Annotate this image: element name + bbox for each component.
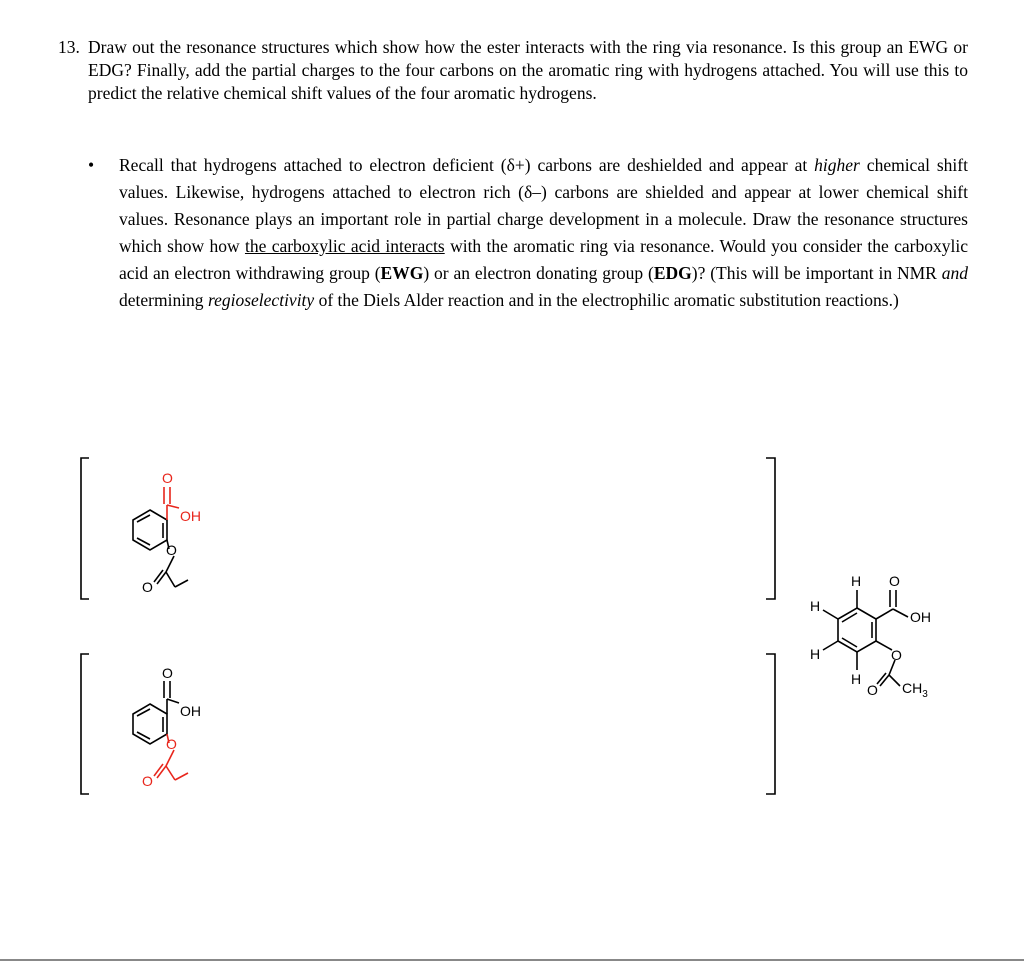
mol1-ester-co: O — [142, 579, 153, 595]
mol1-carbonyl-o: O — [162, 470, 173, 486]
emphasis-and: and — [941, 263, 968, 283]
bold-edg: EDG — [653, 263, 692, 283]
question-text: Draw out the resonance structures which show how the ester interacts with the ring via resonance. Is this group an EWG or EDG? Finally, add the partial charges to the four carbons on the aromatic ring with hydrogens attached. You will use this to predict the relative chemical shift values of the four aromatic hydrogens. — [88, 37, 968, 103]
mol3-ester-o: O — [891, 647, 902, 663]
question-number: 13. — [58, 37, 80, 57]
bullet-seg-7: of the Diels Alder reaction and in the electrophilic aromatic substitution reactions.) — [314, 290, 899, 310]
mol3-ch3 — [902, 680, 928, 700]
bullet-seg-4: ) or an electron donating group ( — [423, 263, 654, 283]
mol2-ester-co: O — [142, 773, 153, 789]
bullet-seg-5: )? (This will be important in NMR — [691, 263, 942, 283]
bold-ewg: EWG — [380, 263, 424, 283]
molecule-3 — [823, 590, 908, 686]
bottom-divider — [0, 959, 1024, 961]
bullet-seg-2: chemical shift values. Likewise, hydrogens attached to electron rich (δ–) carbons are shielded and appear at lower chemical shift values. Resonance plays an important role in partial charge development in a molecule. Draw the resonance structures which show how — [119, 155, 968, 256]
molecule-1 — [133, 487, 188, 587]
emphasis-higher: higher — [814, 155, 860, 175]
bullet-seg-1: Recall that hydrogens attached to electron deficient (δ+) carbons are deshielded and appear at — [119, 155, 815, 175]
bracket-left-2 — [81, 654, 89, 794]
mol3-ch3-c: CH — [902, 680, 923, 696]
mol3-carbonyl-o: O — [889, 573, 900, 589]
mol3-oh: OH — [910, 609, 931, 625]
bracket-right-1 — [766, 458, 775, 599]
bracket-left-1 — [81, 458, 89, 599]
mol2-oh: OH — [180, 703, 201, 719]
bullet-seg-3: with the aromatic ring via resonance. Would you consider the carboxylic acid an electron withdrawing group ( — [119, 236, 968, 283]
mol2-carbonyl-o: O — [162, 665, 173, 681]
bracket-right-2 — [766, 654, 775, 794]
mol3-ch3-sub: 3 — [922, 689, 928, 700]
molecule-2 — [133, 681, 188, 780]
mol1-ester-o: O — [166, 542, 177, 558]
mol1-oh: OH — [180, 508, 201, 524]
mol2-ester-o: O — [166, 736, 177, 752]
mol3-h-bottom: H — [851, 671, 862, 687]
mol3-h-left-lower: H — [810, 646, 821, 662]
mol3-h-top: H — [851, 573, 862, 589]
mol3-ester-co: O — [867, 682, 878, 698]
bullet-seg-6: determining — [119, 290, 208, 310]
underline-carboxylic: the carboxylic acid interacts — [244, 236, 445, 256]
bullet-symbol: • — [88, 155, 95, 175]
mol3-h-left-upper: H — [810, 598, 821, 614]
emphasis-regioselectivity: regioselectivity — [207, 290, 315, 310]
